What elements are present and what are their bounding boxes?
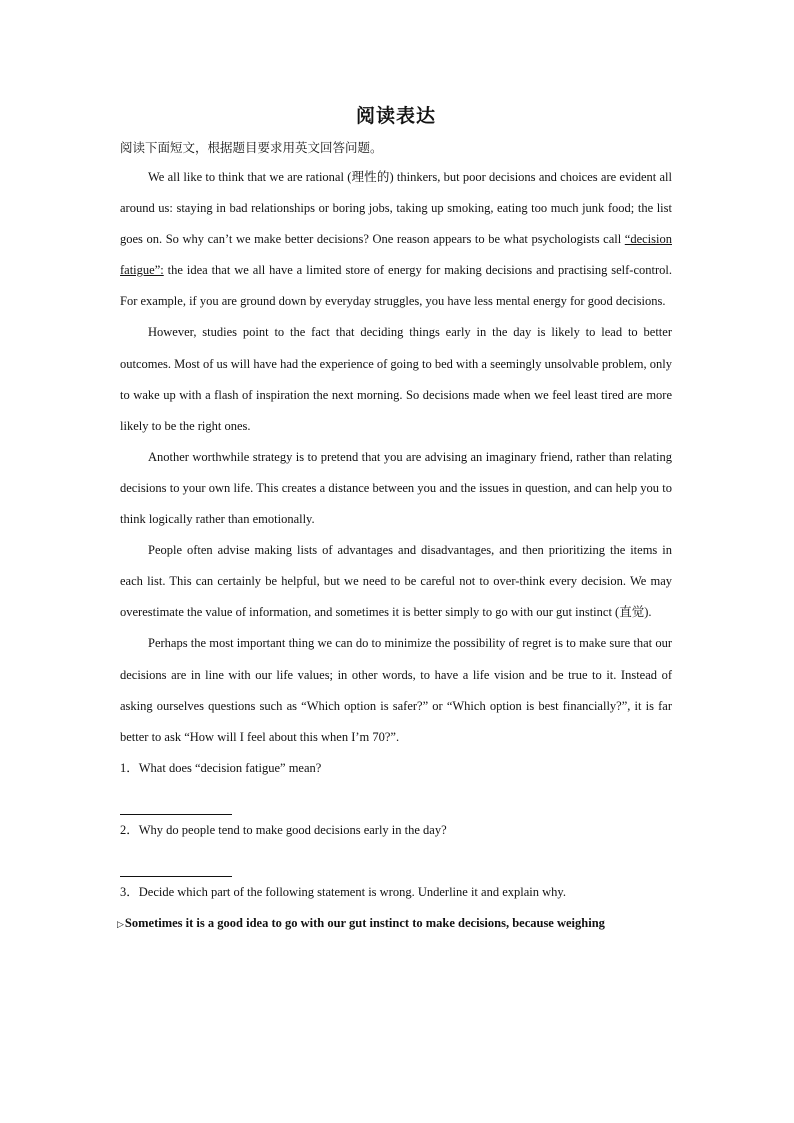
instructions: 阅读下面短文，根据题目要求用英文回答问题。 — [120, 141, 383, 155]
paragraph-3: Another worthwhile strategy is to pretend that you are advising an imaginary friend, rather than relating decisions to your own life. This creates a distance between you and the issues in question, and can help you to think logically rather than emotionally. — [120, 449, 672, 527]
paragraph-2: However, studies point to the fact that deciding things early in the day is likely to lead to better outcomes. Most of us will have had the experience of going to bed with a seemingly unsolvable problem, only to wake up with a flash of inspiration the next morning. So decisions made when we feel least tired are more likely to be the right ones. — [120, 325, 672, 433]
statement-text: Sometimes it is a good idea to go with our gut instinct to make decisions, because weighing — [124, 916, 605, 931]
statement — [117, 908, 669, 940]
paragraph-4: People often advise making lists of advantages and disadvantages, and then prioritizing the items in each list. This can certainly be helpful, but we need to be careful not to over-think every decision. We may overestimate the value of information, and sometimes it is better simply to go with our gut instinct (直觉). — [120, 543, 672, 620]
paragraph-1 — [120, 162, 672, 317]
paragraph-5: Perhaps the most important thing we can do to minimize the possibility of regret is to make sure that our decisions are in line with our life values; in other words, to have a life vision and be true to it. Instead of asking ourselves questions such as “Which option is safer?” or “Which option is best financially?”, it is far better to ask “How will I feel about this when I’m 70?”. — [120, 636, 672, 744]
answer-line-1[interactable] — [120, 784, 232, 815]
paragraph-1-after: the idea that we all have a limited store of energy for making decisions and practising self-control. For example, if you are ground down by everyday struggles, you have less mental energy for good decisions. — [120, 263, 672, 309]
question-3: 3．Decide which part of the following statement is wrong. Underline it and explain why. — [120, 884, 566, 899]
answer-line-2[interactable] — [120, 846, 232, 877]
paragraph-1-before: We all like to think that we are rational (理性的) thinkers, but poor decisions and choices are evident all around us: staying in bad relationships or boring jobs, taking up smoking, eating too much junk food; the list goes on. So why can’t we make better decisions? One reason appears to be what psychologists call — [120, 170, 672, 247]
page-title: 阅读表达 — [355, 106, 436, 127]
document-page — [117, 100, 672, 940]
triangle-marker-icon: ▷ — [117, 919, 124, 930]
question-2: 2．Why do people tend to make good decisions early in the day? — [120, 822, 447, 837]
decision-fatigue-term: “decision fatigue”: — [120, 232, 672, 278]
question-1: 1．What does “decision fatigue” mean? — [120, 760, 322, 775]
